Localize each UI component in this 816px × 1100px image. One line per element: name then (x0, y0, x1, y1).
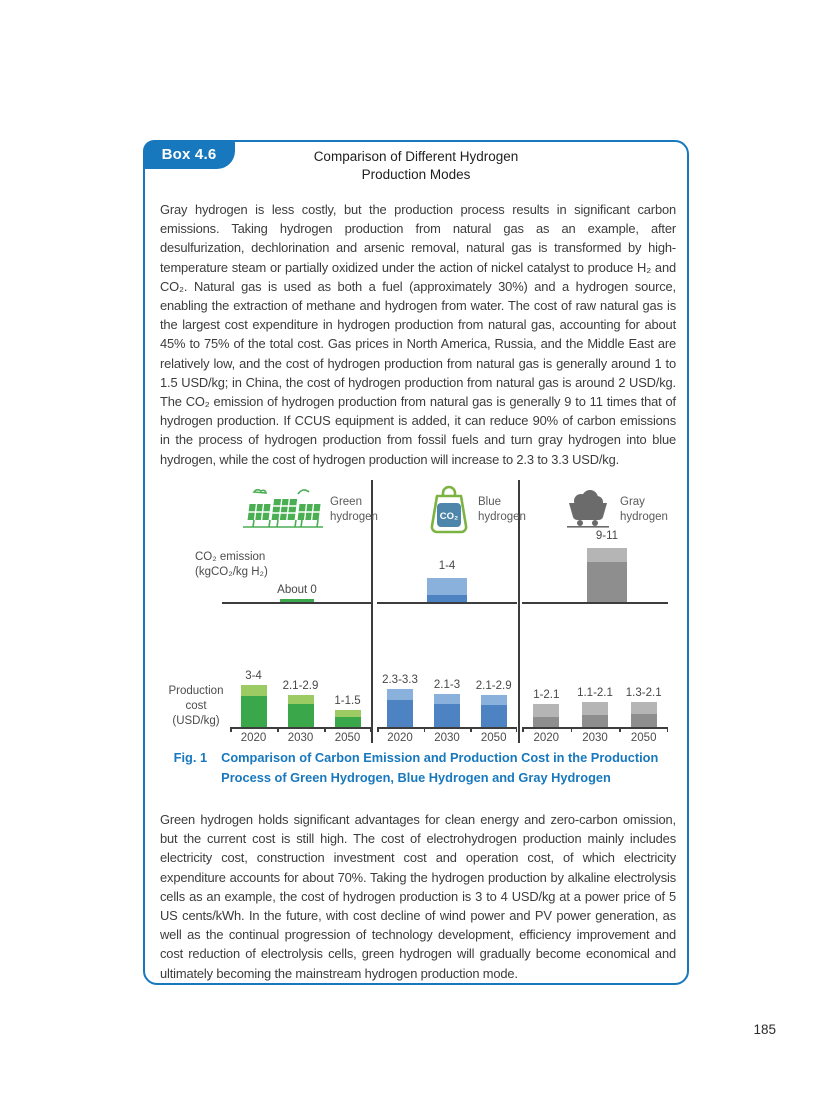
cost-bar-blue-2030 (434, 694, 460, 727)
year-label: 2050 (630, 732, 657, 744)
panel-label-gray: Gray hydrogen (620, 496, 668, 523)
cost-baseline-blue (377, 727, 517, 729)
solar-panels-icon (240, 484, 326, 532)
cost-value-gray-2050: 1.3-2.1 (625, 687, 662, 699)
figure-caption (145, 748, 687, 787)
panel-label-green: Green hydrogen (330, 496, 378, 523)
box-title (145, 148, 687, 183)
paragraph-gray-hydrogen: Gray hydrogen is less costly, but the production process results in significant carbon emissions. Taking hydrogen production from natural gas as an example, after desulfurization, dechlorination and arsenic removal, natural gas is transformed by high-temperature steam or partially oxidized under the action of nickel catalyst to produce H₂ and CO₂. Natural gas is used as both a fuel (approximately 30%) and a hydrogen source, enabling the extraction of methane and hydrogen from water. The cost of raw natural gas is the largest cost expenditure in hydrogen production from natural gas, accounting for about 45% to 75% of the total cost. Gas prices in North America, Russia, and the Middle East are relatively low, and the cost of hydrogen production from natural gas is generally around 1 to 1.5 USD/kg; in China, the cost of hydrogen production from natural gas is around 2 USD/kg. The CO₂ emission of hydrogen production from natural gas is generally 9 to 11 times that of hydrogen production. If CCUS equipment is added, it can reduce 90% of carbon emissions in the process of hydrogen production from fossil fuels and turn gray hydrogen into blue hydrogen, while the cost of hydrogen production will increase to 2.3 to 3.3 USD/kg. (160, 202, 676, 467)
cost-value-gray-2020: 1-2.1 (533, 689, 560, 701)
cost-axis-label: Production cost (USD/kg) (168, 685, 224, 727)
emission-value-blue: 1-4 (438, 560, 456, 572)
year-label: 2050 (334, 732, 361, 744)
year-label: 2020 (387, 732, 413, 744)
emission-bar-blue (427, 578, 467, 602)
panel-label-blue: Blue hydrogen (478, 496, 526, 523)
cost-value-green-2050: 1-1.5 (334, 695, 361, 707)
cost-baseline-green (230, 727, 371, 729)
year-label: 2050 (480, 732, 507, 744)
year-label: 2030 (434, 732, 460, 744)
figure-1 (160, 480, 685, 748)
cost-value-gray-2030: 1.1-2.1 (577, 687, 613, 699)
box-4-6-callout (143, 140, 689, 985)
cost-bar-blue-2050 (481, 695, 507, 727)
emission-value-green: About 0 (277, 584, 317, 596)
emission-bar-gray (587, 548, 627, 602)
box-tab: Box 4.6 (143, 140, 235, 169)
year-label: 2030 (287, 732, 314, 744)
page-number: 185 (753, 1022, 776, 1037)
cost-bar-green-2050 (335, 710, 361, 727)
cost-bar-gray-2030 (582, 702, 608, 727)
caption-tag: Fig. 1 (173, 750, 208, 765)
co2-bag-text: CO₂ (439, 511, 459, 522)
emission-bar-green (280, 599, 314, 602)
box-title-line2: Production Modes (361, 166, 471, 182)
cost-bar-blue-2020 (387, 689, 413, 727)
cost-value-green-2030: 2.1-2.9 (282, 680, 319, 692)
cost-bar-gray-2020 (533, 704, 559, 727)
cost-value-blue-2020: 2.3-3.3 (382, 674, 418, 686)
cost-value-blue-2030: 2.1-3 (433, 679, 461, 691)
caption-line1: Comparison of Carbon Emission and Production Cost in the Production (221, 750, 659, 765)
year-label: 2020 (533, 732, 560, 744)
coal-cart-icon (563, 488, 613, 528)
emission-axis-label: CO₂ emission (kgCO₂/kg H₂) (195, 551, 268, 578)
emission-baseline-blue (377, 602, 517, 604)
cost-value-green-2020: 3-4 (245, 670, 262, 682)
cost-baseline-gray (522, 727, 668, 729)
emission-baseline-green (222, 602, 371, 604)
emission-baseline-gray (522, 602, 668, 604)
year-label: 2030 (582, 732, 608, 744)
caption-line2: Process of Green Hydrogen, Blue Hydrogen and Gray Hydrogen (221, 769, 611, 785)
emission-value-gray: 9-11 (595, 530, 619, 542)
cost-value-blue-2050: 2.1-2.9 (475, 680, 512, 692)
paragraph-green-hydrogen: Green hydrogen holds significant advantages for clean energy and zero-carbon omission, but the current cost is still high. The cost of electrohydrogen production mainly includes electricity cost, construction investment cost and operation cost, of which electricity expenditure accounts for about 70%. Taking the hydrogen production by alkaline electrolysis cells as an example, the cost of hydrogen production is 3 to 4 USD/kg at a power price of 5 US cents/kWh. In the future, with cost decline of wind power and PV power generation, as well as the continual progression of technology development, efficiency improvement and cost reduction of electrolysis cells, green hydrogen will gradually become economical and ultimately becoming the mainstream hydrogen production mode. (160, 812, 676, 981)
co2-capture-bag-icon (428, 483, 470, 535)
cost-bar-gray-2050 (631, 702, 657, 727)
box-title-line1: Comparison of Different Hydrogen (313, 149, 519, 164)
year-label: 2020 (240, 732, 267, 744)
